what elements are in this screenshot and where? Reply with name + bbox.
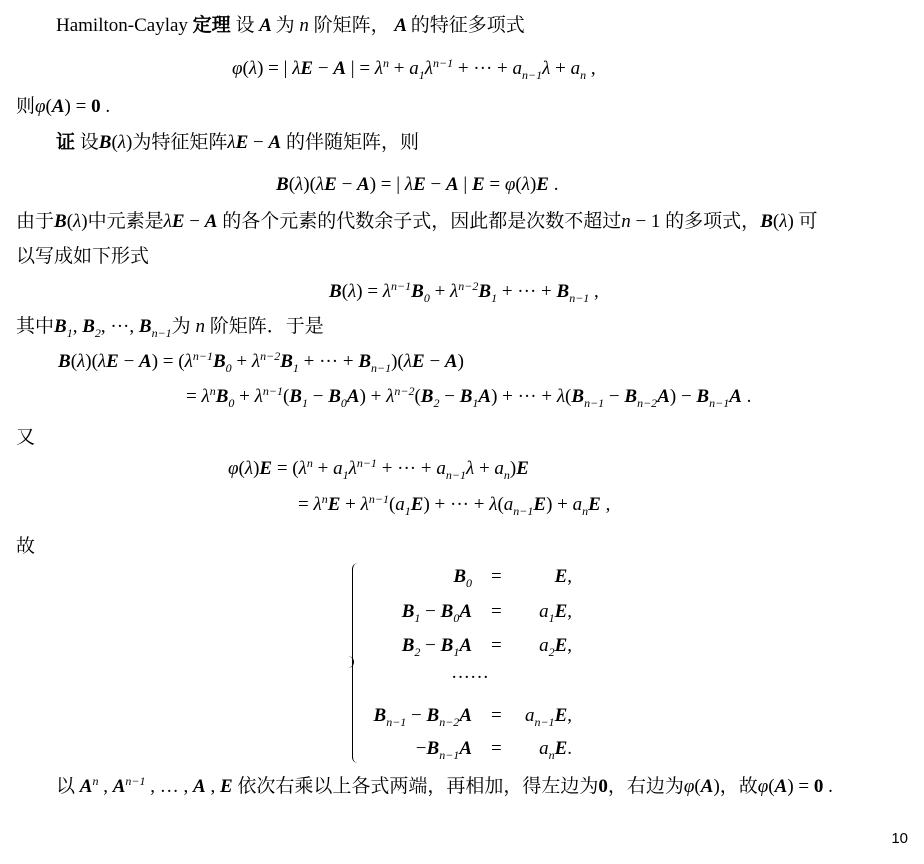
system-row-6-eq: = bbox=[491, 738, 502, 759]
para-1-text-4: 的多项式， bbox=[665, 211, 761, 232]
expansion-equation: $B(\lambda) = \lambda^{n-1}B_0 + \lambda^{n-2}B_1$ + ··· + $B_{n-1}$ , bbox=[329, 279, 599, 305]
theorem-text-4: 的特征多项式 bbox=[410, 15, 525, 36]
final-line: 以 $A^n$ , $A^{n-1}$ , … , A , E 依次右乘以上各式两端，再相加，得左边为0，右边为φ(A)，故φ(A) = 0 . bbox=[56, 774, 833, 797]
para-1-text-2: 中元素是 bbox=[87, 211, 164, 232]
final-text-2: 依次右乘以上各式两端，再相加，得左边为 bbox=[237, 776, 599, 797]
theorem-text-3: 阶矩阵， bbox=[313, 15, 390, 36]
phi-equation-line-2: = $\lambda^nE + \lambda^{n-1}(a_1E)$ + ··· + $\lambda(a_{n-1}E) + a_nE$ , bbox=[298, 492, 611, 518]
final-text-4: ，故 bbox=[719, 776, 758, 797]
para-2-text-2: 为 bbox=[171, 316, 191, 337]
proof-label: 证 bbox=[56, 132, 76, 153]
system-row-6-rhs: $a_nE$. bbox=[539, 738, 572, 762]
proof-text-3: 的伴随矩阵，则 bbox=[285, 132, 419, 153]
theorem-label: 定理 bbox=[192, 15, 231, 36]
theorem-text-1: 设 bbox=[235, 15, 255, 36]
adjugate-equation: B(λ)(λE − A) = | λE − A | E = φ(λ)E . bbox=[276, 174, 559, 195]
system-row-1-rhs: E, bbox=[554, 566, 572, 587]
proof-line: 证 设B(λ)为特征矩阵λE − A 的伴随矩阵，则 bbox=[56, 132, 419, 153]
proof-text-1: 设 bbox=[79, 132, 99, 153]
para-2-text-1: 其中 bbox=[16, 316, 55, 337]
theorem-text-2: 为 bbox=[275, 15, 295, 36]
proof-text-2: 为特征矩阵 bbox=[132, 132, 228, 153]
also-label: 又 bbox=[16, 427, 36, 448]
page-number: 10 bbox=[891, 830, 908, 847]
system-row-1-lhs: $B_0$ bbox=[453, 566, 472, 590]
para-1-line-2: 以写成如下形式 bbox=[16, 246, 150, 267]
para-2-text-3: 阶矩阵．于是 bbox=[209, 316, 324, 337]
product-equation-line-1: $B(\lambda)(\lambda E - A) = (\lambda^{n-1}B_0 + \lambda^{n-2}B_1$ + ··· + $B_{n-1})(\lambda E - A)$ bbox=[58, 349, 464, 375]
theorem-name: Hamilton-Caylay bbox=[56, 15, 188, 36]
product-equation-line-2: = $\lambda^nB_0 + \lambda^{n-1}(B_1 - B_0A) + \lambda^{n-2}(B_2 - B_1A)$ + ··· + $\lambda(B_{n-1} - B_{n-2}A) - B_{n-1}A$ . bbox=[186, 384, 752, 410]
system-row-2-rhs: $a_1E$, bbox=[539, 601, 572, 625]
final-text-3: ，右边为 bbox=[607, 776, 684, 797]
conclusion-line: 则φ(A) = 0 . bbox=[16, 96, 111, 117]
paragraph-2: 其中$B_1$, $B_2$, ···, $B_{n-1}$为 n 阶矩阵．于是 bbox=[16, 316, 324, 340]
system-row-6-lhs: $-B_{n-1}A$ bbox=[415, 738, 472, 762]
para-1-text-3: 的各个元素的代数余子式，因此都是次数不超过 bbox=[222, 211, 622, 232]
phi-equation-line-1: $\varphi(\lambda)E = (\lambda^n + a_1\lambda^{n-1}$ + ··· + $a_{n-1}\lambda + a_n)E$ bbox=[228, 456, 529, 482]
final-text-1: 以 bbox=[56, 776, 76, 797]
conclusion-prefix: 则 bbox=[16, 96, 36, 117]
system-row-5-lhs: $B_{n-1} - B_{n-2}A$ bbox=[373, 705, 472, 729]
char-poly-equation: φ(λ) = | λE − A | = $\lambda^n + a_1\lambda^{n-1}$ + ··· + $a_{n-1}\lambda + a_n$ , bbox=[232, 56, 596, 82]
system-row-2-lhs: $B_1 - B_0A$ bbox=[401, 601, 472, 625]
paragraph-1-line-1: 由于B(λ)中元素是λE − A 的各个元素的代数余子式，因此都是次数不超过n − 1 的多项式，B(λ) 可 bbox=[16, 211, 818, 232]
system-row-3-lhs: $B_2 - B_1A$ bbox=[401, 635, 472, 659]
system-row-ellipsis: ······ bbox=[451, 667, 489, 688]
system-row-5-rhs: $a_{n-1}E$, bbox=[524, 705, 572, 729]
system-row-3-rhs: $a_2E$, bbox=[539, 635, 572, 659]
theorem-line: Hamilton-Caylay 定理 设 A 为 n 阶矩阵， A 的特征多项式 bbox=[56, 15, 525, 36]
para-1-text-1: 由于 bbox=[16, 211, 55, 232]
para-1-text-5: 可 bbox=[798, 211, 818, 232]
system-row-2-eq: = bbox=[491, 601, 502, 622]
system-row-3-eq: = bbox=[491, 635, 502, 656]
system-row-1-eq: = bbox=[491, 566, 502, 587]
system-row-5-eq: = bbox=[491, 705, 502, 726]
therefore-label: 故 bbox=[16, 536, 36, 557]
